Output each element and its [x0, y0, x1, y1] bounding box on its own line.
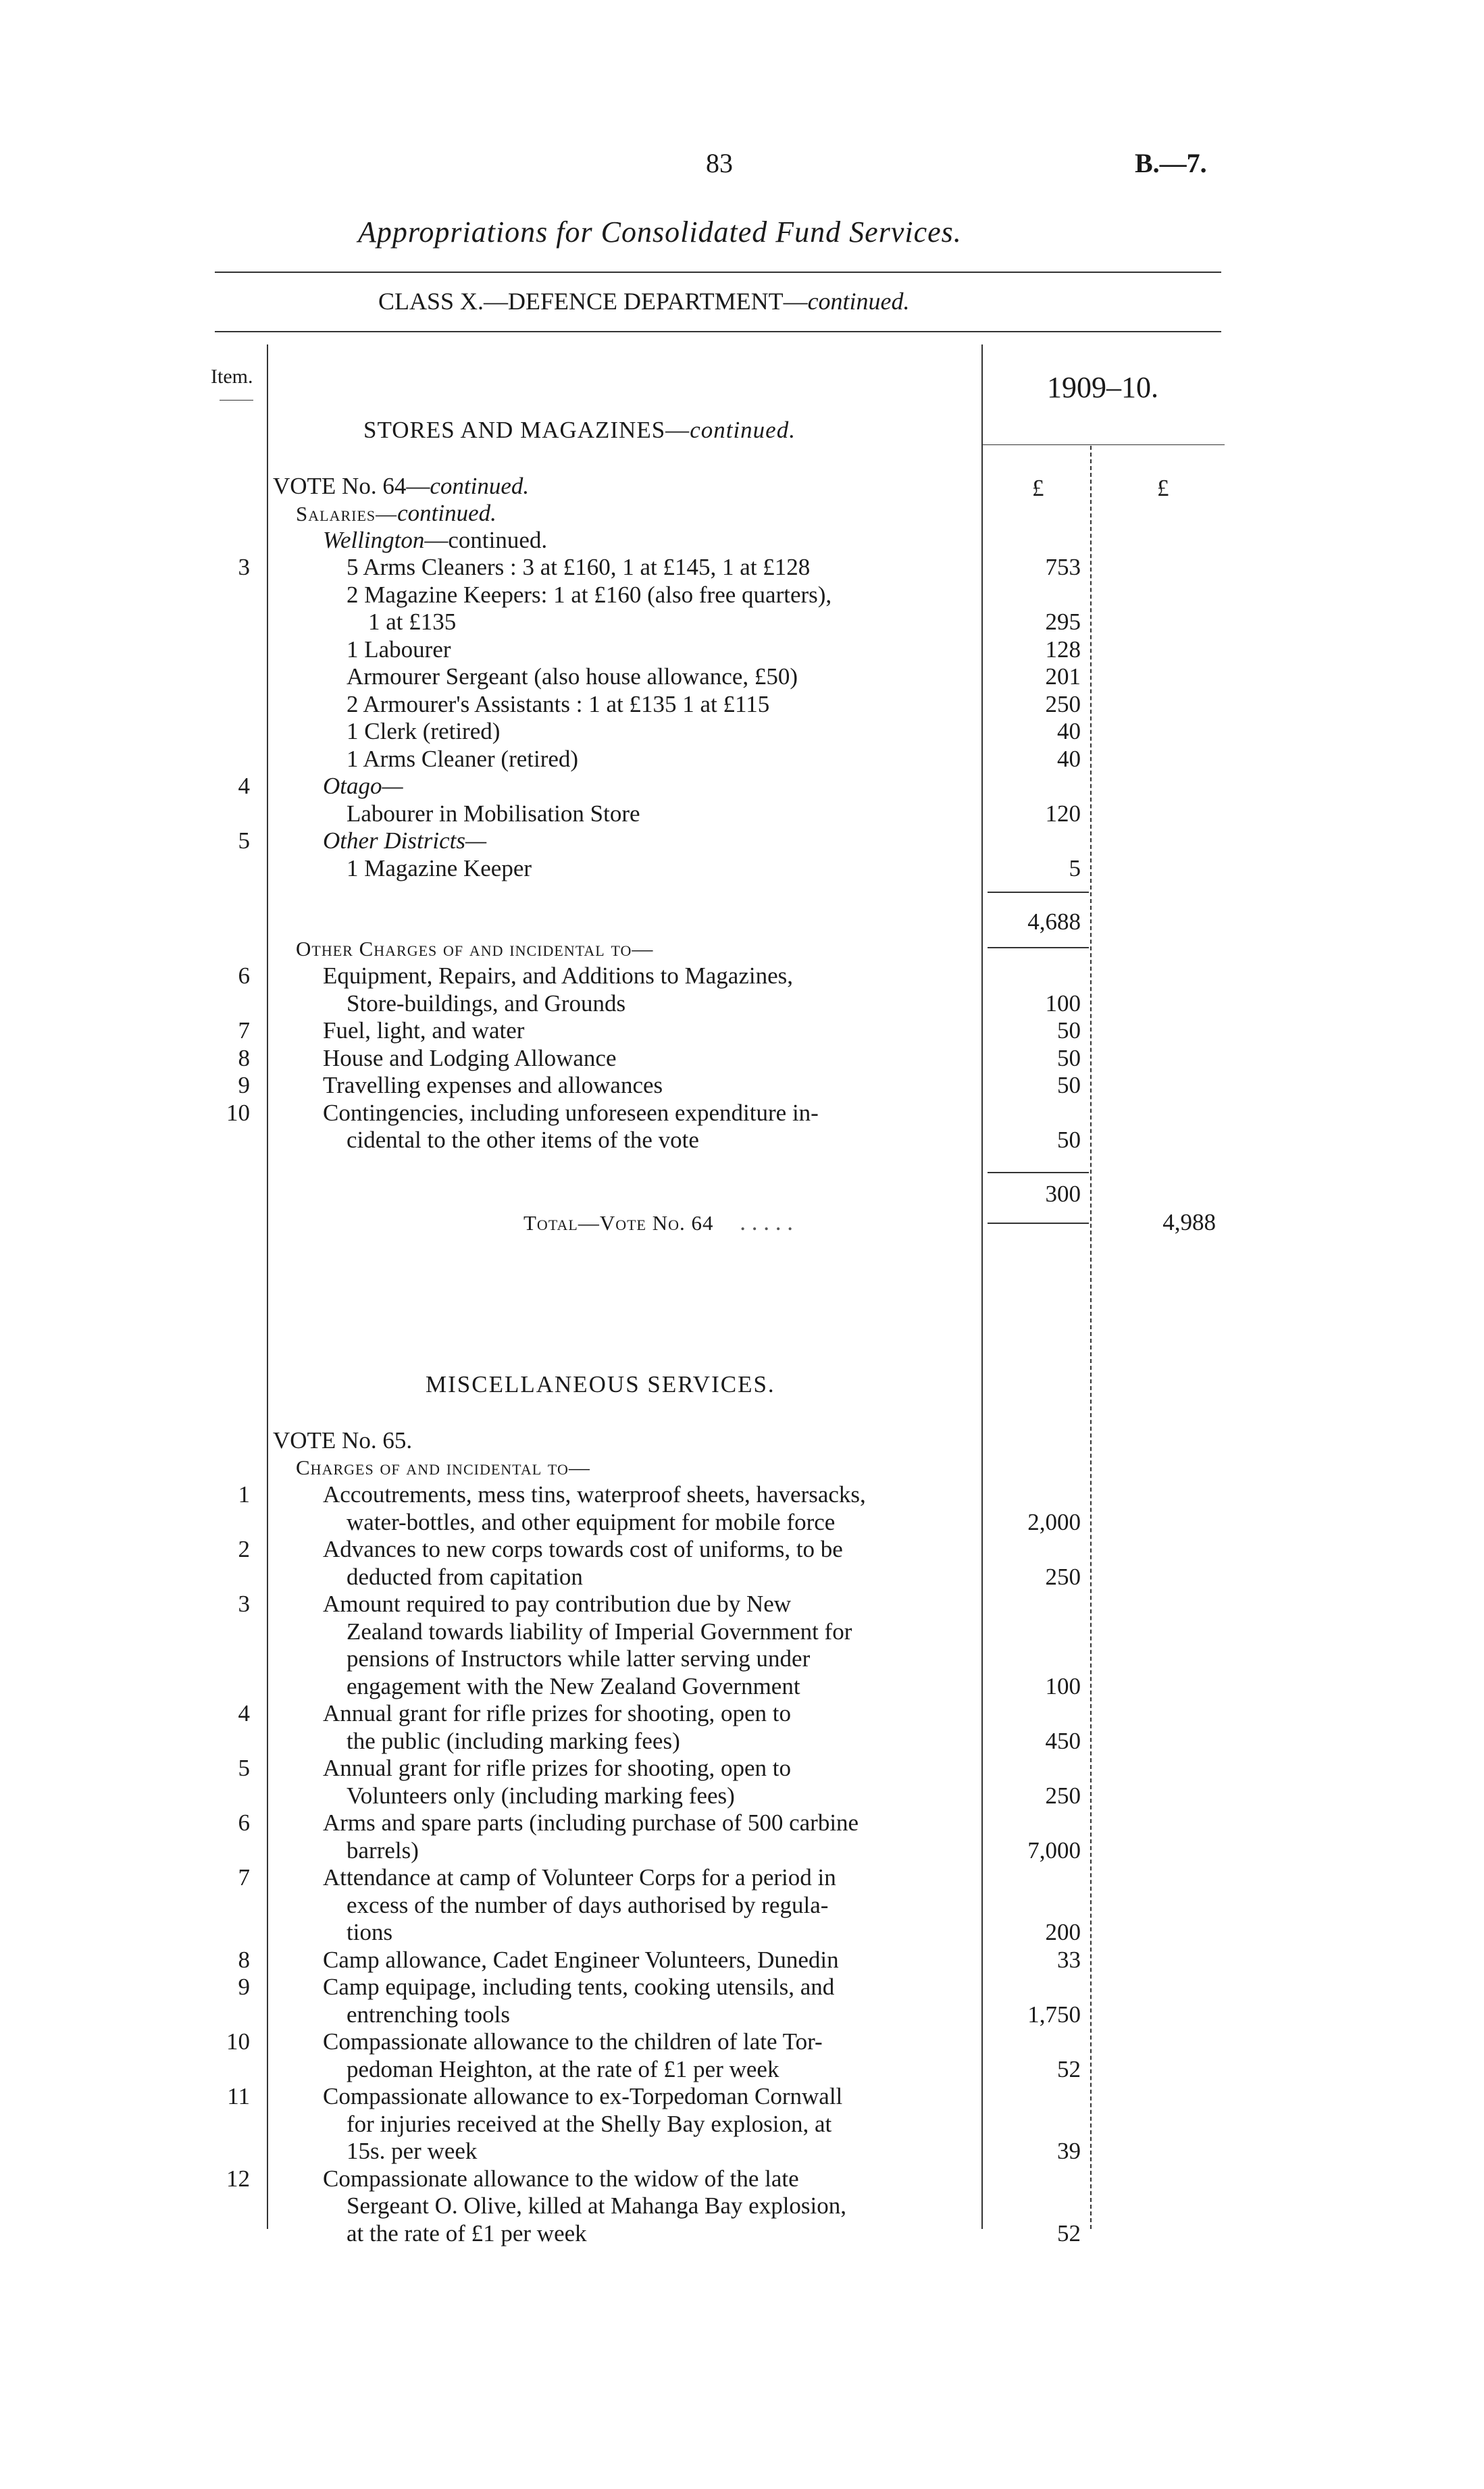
vote-65-label: VOTE No. 65. [273, 1427, 413, 1454]
page-number: 83 [706, 148, 733, 178]
row-amount: 50 [1057, 1072, 1081, 1098]
row-label: pedoman Heighton, at the rate of £1 per week [347, 2055, 779, 2082]
row-amount: 250 [1045, 1563, 1081, 1590]
row-amount: 39 [1057, 2138, 1081, 2164]
row-amount: 1,750 [1027, 2001, 1081, 2028]
row-label: pensions of Instructors while latter serving under [347, 1645, 811, 1672]
row-label: Otago— [323, 773, 403, 799]
header-rule [215, 272, 1221, 273]
salaries-label [296, 500, 496, 528]
row-label: 15s. per week [347, 2138, 478, 2164]
row-label: deducted from capitation [347, 1563, 583, 1590]
row-label: Travelling expenses and allowances [323, 1072, 663, 1098]
row-label: 1 Clerk (retired) [347, 718, 501, 744]
other-charges-total: 300 [1045, 1181, 1081, 1207]
vote-64-total-row [523, 1209, 793, 1237]
running-title: Appropriations for Consolidated Fund Services. [358, 215, 962, 249]
row-label: Compassionate allowance to the widow of the late [323, 2165, 799, 2192]
row-amount: 40 [1057, 745, 1081, 772]
misc-heading: MISCELLANEOUS SERVICES. [426, 1371, 775, 1397]
stores-heading-suffix: continued. [690, 417, 796, 443]
row-amount: 50 [1057, 1127, 1081, 1153]
class-heading-suffix: continued. [807, 288, 910, 315]
currency-symbol-right: £ [1157, 475, 1169, 501]
row-label: 1 Labourer [347, 636, 451, 663]
item-number: 5 [238, 827, 250, 854]
class-heading-main: CLASS X.—DEFENCE DEPARTMENT— [378, 288, 808, 315]
row-amount: 33 [1057, 1946, 1081, 1973]
row-label: engagement with the New Zealand Government [347, 1672, 800, 1699]
wellington-label [323, 527, 547, 554]
row-amount: 753 [1045, 554, 1081, 580]
item-number: 9 [238, 1072, 250, 1098]
row-amount: 250 [1045, 1782, 1081, 1809]
amount-column-rule-left [981, 344, 983, 2229]
stores-subtotal-rule [988, 892, 1089, 893]
row-label: Arms and spare parts (including purchase of 500 carbine [323, 1810, 859, 1836]
row-label: Accoutrements, mess tins, waterproof sheets, haversacks, [323, 1481, 866, 1508]
row-amount: 2,000 [1027, 1508, 1081, 1535]
vote-64-total-leader: . . . . . [740, 1209, 794, 1235]
other-subtotal-rule [988, 1172, 1089, 1173]
item-number: 3 [238, 554, 250, 580]
item-number: 4 [238, 1700, 250, 1726]
item-number: 7 [238, 1864, 250, 1891]
item-header-underline [220, 400, 253, 401]
row-label: Other Districts— [323, 827, 487, 854]
row-label: 2 Armourer's Assistants : 1 at £135 1 at £115 [347, 690, 770, 717]
row-amount: 250 [1045, 690, 1081, 717]
row-label: Volunteers only (including marking fees) [347, 1782, 735, 1809]
report-code: B.—7. [1135, 148, 1207, 178]
row-label: Labourer in Mobilisation Store [347, 800, 640, 827]
row-label: 1 Arms Cleaner (retired) [347, 745, 579, 772]
item-number: 12 [226, 2165, 250, 2192]
item-number: 5 [238, 1755, 250, 1781]
row-amount: 100 [1045, 990, 1081, 1017]
vote-64-total: 4,988 [1162, 1209, 1216, 1235]
other-charges-heading: Other Charges of and incidental to— [296, 937, 654, 960]
row-label: Annual grant for rifle prizes for shooting, open to [323, 1755, 792, 1781]
year-column-header: 1909–10. [1047, 371, 1158, 404]
wellington-main: Wellington [323, 527, 425, 553]
row-label: House and Lodging Allowance [323, 1044, 617, 1071]
class-heading [378, 287, 910, 315]
item-number: 10 [226, 2028, 250, 2055]
item-number: 3 [238, 1591, 250, 1617]
row-amount: 295 [1045, 609, 1081, 635]
row-amount: 128 [1045, 636, 1081, 663]
row-amount: 200 [1045, 1919, 1081, 1945]
item-number: 4 [238, 773, 250, 799]
row-label: at the rate of £1 per week [347, 2219, 587, 2247]
row-label: Contingencies, including unforeseen expenditure in- [323, 1099, 819, 1126]
row-label: the public (including marking fees) [347, 1727, 680, 1754]
salaries-main: Salaries— [296, 502, 398, 525]
row-label: 1 at £135 [368, 609, 457, 635]
row-label: Fuel, light, and water [323, 1017, 525, 1044]
row-amount: 100 [1045, 1672, 1081, 1699]
vote-64-label [273, 473, 529, 500]
vote-64-main: VOTE No. 64— [273, 473, 430, 499]
item-number: 8 [238, 1946, 250, 1973]
row-amount: 7,000 [1027, 1837, 1081, 1864]
stores-heading [363, 417, 796, 444]
row-amount: 40 [1057, 718, 1081, 744]
row-label: Store-buildings, and Grounds [347, 990, 626, 1017]
item-number: 6 [238, 1810, 250, 1836]
item-number: 1 [238, 1481, 250, 1508]
row-label: excess of the number of days authorised by regula- [347, 1891, 829, 1918]
row-label: Equipment, Repairs, and Additions to Magazines, [323, 963, 794, 989]
row-label: Camp allowance, Cadet Engineer Volunteers, Dunedin [323, 1946, 839, 1973]
row-label: Annual grant for rifle prizes for shooting, open to [323, 1700, 792, 1726]
year-header-underline [981, 444, 1225, 445]
row-label: Compassionate allowance to the children of late Tor- [323, 2028, 823, 2055]
misc-charges-heading: Charges of and incidental to— [296, 1456, 590, 1479]
item-number: 8 [238, 1044, 250, 1071]
vote-64-suffix: continued. [430, 473, 530, 499]
row-amount: 52 [1057, 2219, 1081, 2247]
row-label: for injuries received at the Shelly Bay explosion, at [347, 2110, 832, 2137]
item-number: 7 [238, 1017, 250, 1044]
item-number: 2 [238, 1536, 250, 1562]
item-number: 6 [238, 963, 250, 989]
row-label: water-bottles, and other equipment for mobile force [347, 1508, 836, 1535]
vote-total-rule [988, 1223, 1089, 1224]
top-table-rule [215, 331, 1221, 332]
row-label: Compassionate allowance to ex-Torpedoman Cornwall [323, 2083, 843, 2109]
currency-symbol-left: £ [1032, 475, 1044, 501]
row-amount: 201 [1045, 663, 1081, 690]
row-label: Advances to new corps towards cost of uniforms, to be [323, 1536, 843, 1562]
item-number: 10 [226, 1099, 250, 1126]
item-column-header: Item. [211, 365, 253, 388]
row-amount: 50 [1057, 1044, 1081, 1071]
row-amount: 50 [1057, 1017, 1081, 1044]
item-number: 9 [238, 1974, 250, 2000]
row-amount: 5 [1069, 854, 1081, 881]
row-amount: 120 [1045, 800, 1081, 827]
salaries-suffix: continued. [397, 500, 496, 526]
salaries-total-underline [988, 947, 1089, 948]
row-label: barrels) [347, 1837, 419, 1864]
row-label: Camp equipage, including tents, cooking utensils, and [323, 1974, 835, 2000]
stores-heading-main: STORES AND MAGAZINES— [363, 417, 690, 443]
row-label: 1 Magazine Keeper [347, 854, 532, 881]
row-label: Amount required to pay contribution due by New [323, 1591, 792, 1617]
row-amount: 52 [1057, 2055, 1081, 2082]
vote-64-total-label: Total—Vote No. 64 [523, 1211, 714, 1235]
row-label: 2 Magazine Keepers: 1 at £160 (also free quarters), [347, 581, 832, 608]
row-label: cidental to the other items of the vote [347, 1127, 699, 1153]
row-label: tions [347, 1919, 393, 1945]
row-label: Armourer Sergeant (also house allowance, £50) [347, 663, 798, 690]
row-amount: 450 [1045, 1727, 1081, 1754]
row-label: entrenching tools [347, 2001, 511, 2028]
item-number: 11 [227, 2083, 250, 2109]
salaries-total: 4,688 [1027, 908, 1081, 935]
row-label: 5 Arms Cleaners : 3 at £160, 1 at £145, 1 at £128 [347, 554, 811, 580]
item-column-rule [267, 344, 268, 2229]
row-label: Sergeant O. Olive, killed at Mahanga Bay explosion, [347, 2192, 847, 2219]
amount-column-rule-mid [1090, 446, 1092, 2229]
wellington-suffix: —continued. [424, 527, 548, 553]
row-label: Zealand towards liability of Imperial Government for [347, 1618, 852, 1645]
row-label: Attendance at camp of Volunteer Corps for a period in [323, 1864, 836, 1891]
